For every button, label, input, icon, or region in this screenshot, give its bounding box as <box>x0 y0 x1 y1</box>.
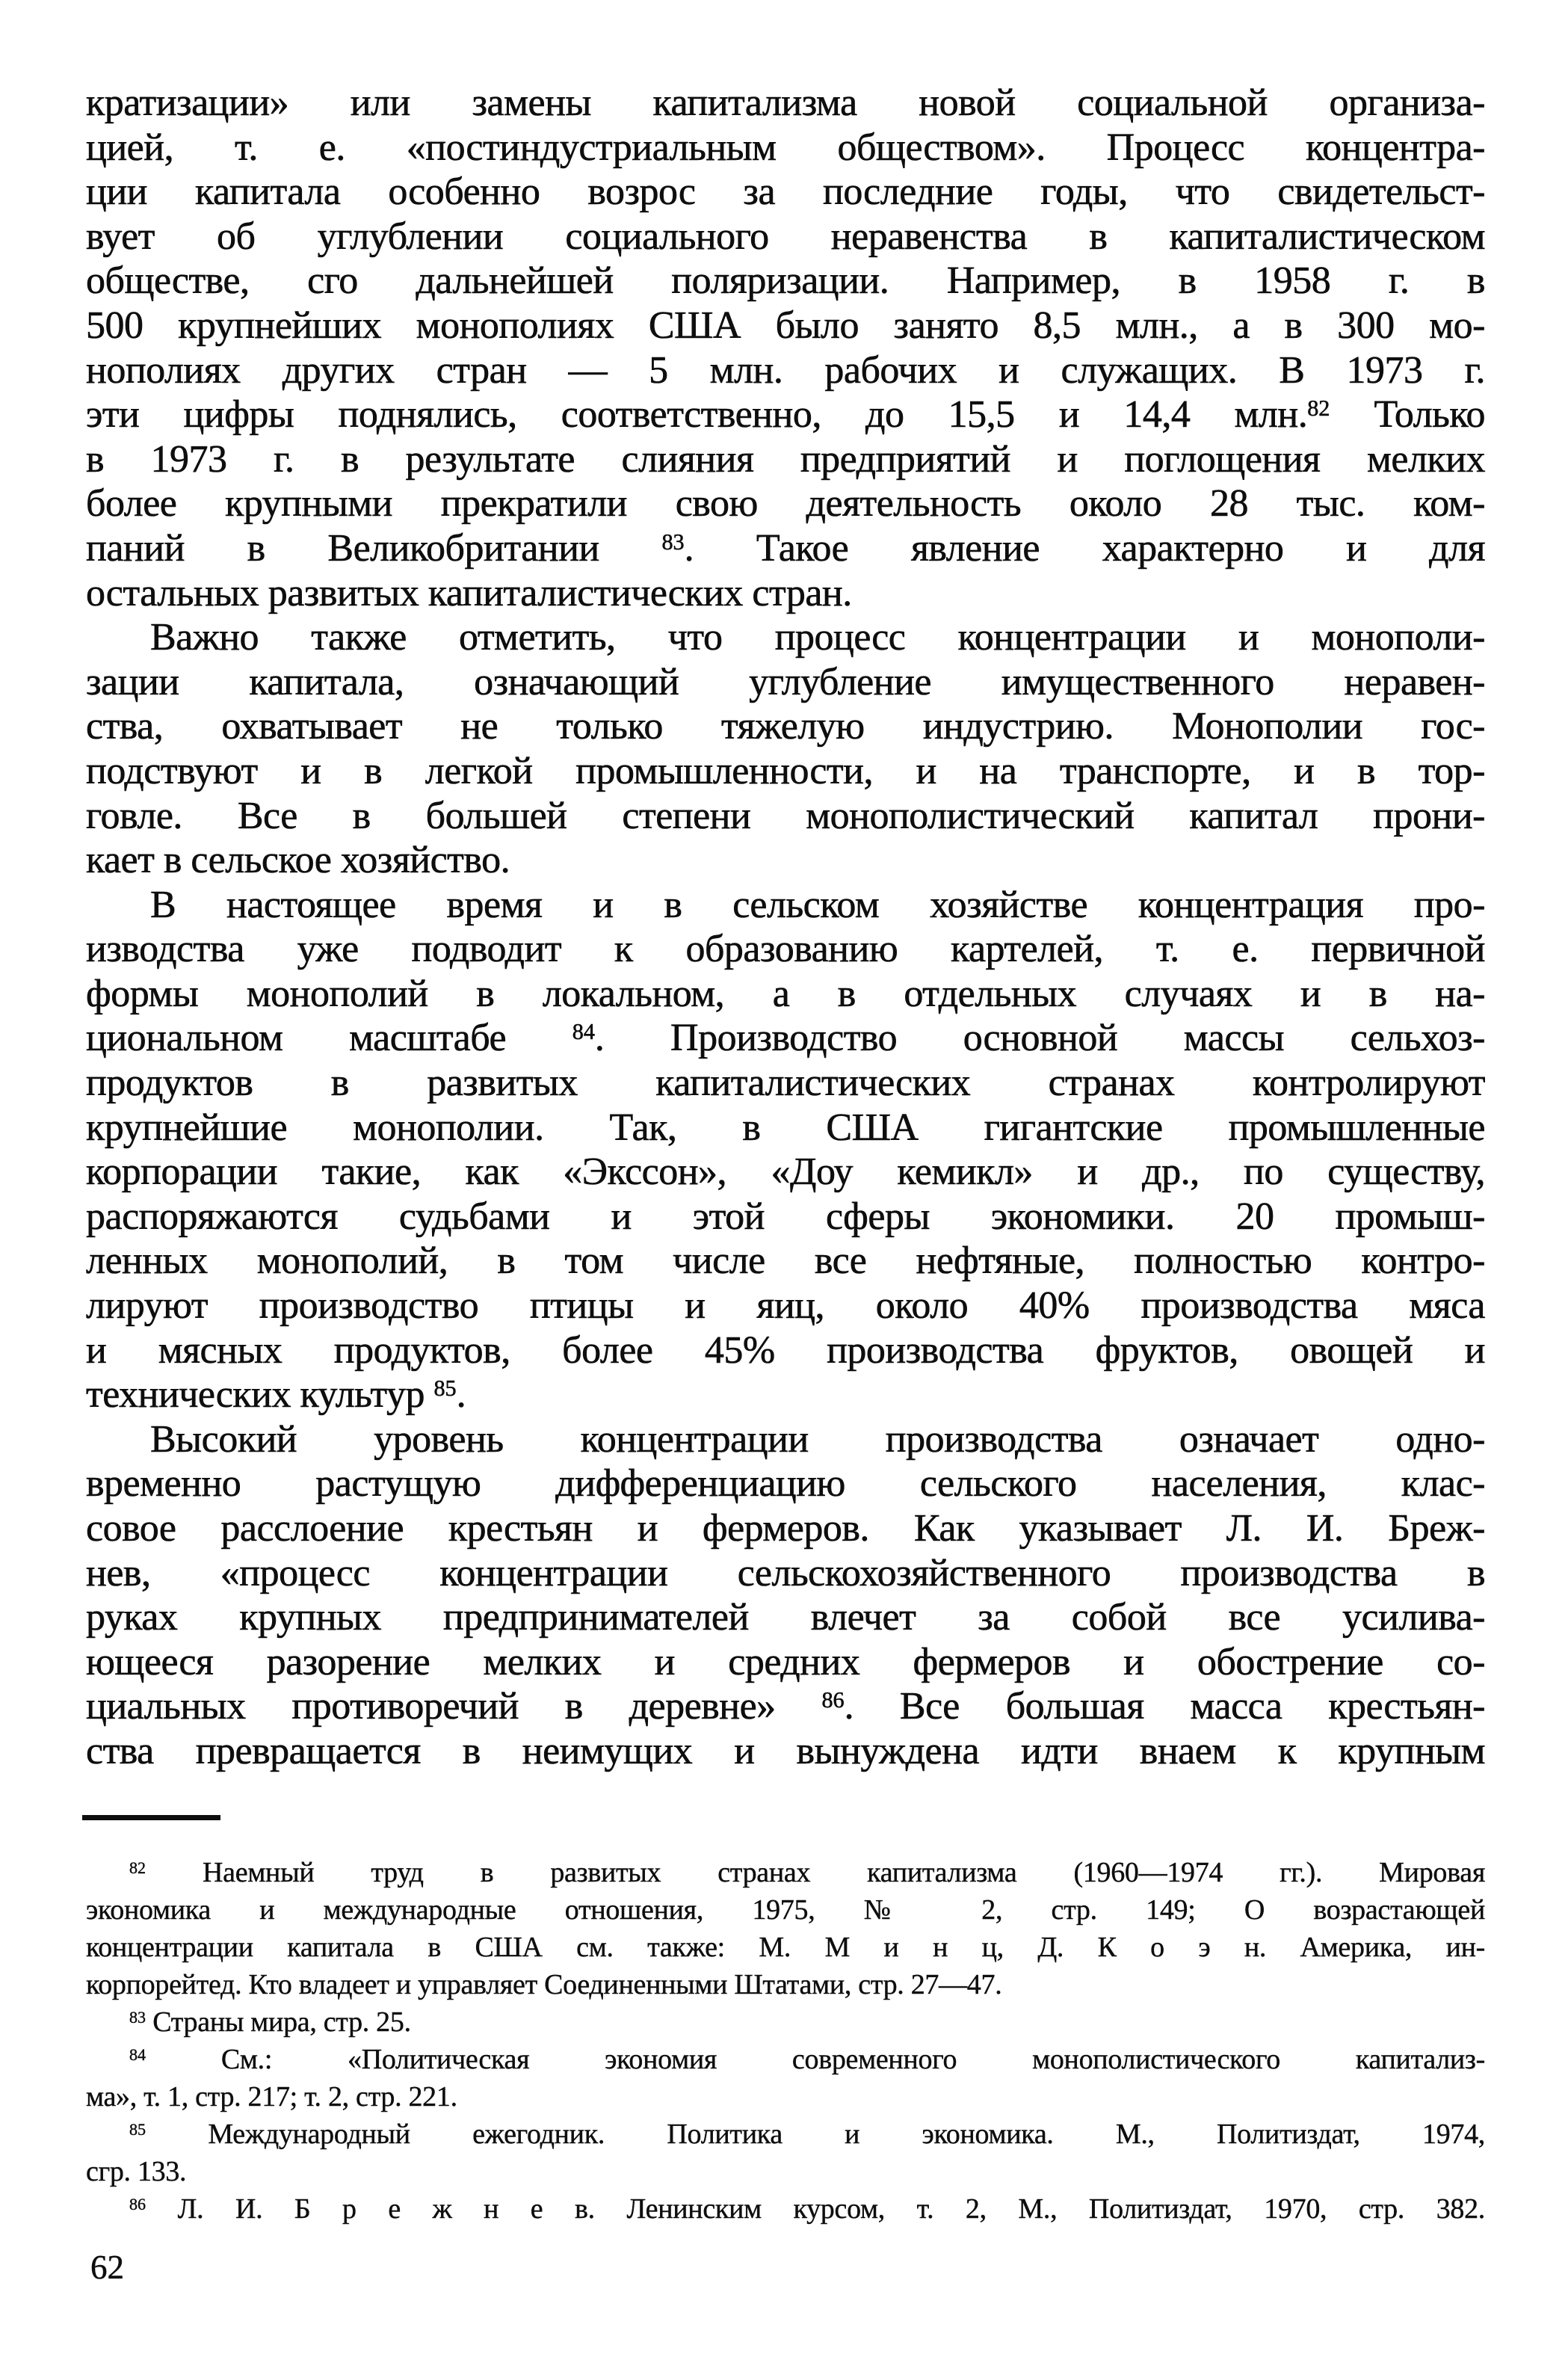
text-run: цией, т. е. «постиндустриальным обществом». Процесс концентра- <box>86 126 1485 169</box>
text-line <box>86 1239 1485 1284</box>
footnote-line <box>86 2190 1485 2228</box>
footnote-line <box>86 2041 1485 2078</box>
text-run: остальных развитых капиталистических стран. <box>86 571 852 614</box>
text-line <box>86 1106 1485 1150</box>
text-run: более крупными прекратили свою деятельность около 28 тыс. ком- <box>86 482 1485 526</box>
text-run: технических культур <box>86 1373 434 1417</box>
footnote-line <box>86 1854 1485 1891</box>
footnote-line <box>86 1966 1485 2003</box>
footnote-marker: 84 <box>129 2045 146 2064</box>
text-line <box>86 1684 1485 1729</box>
text-line <box>86 883 1485 928</box>
footnote-marker: 84 <box>572 1019 595 1045</box>
footnote-marker: 85 <box>433 1375 457 1402</box>
text-run: кратизации» или замены капитализма новой социальной организа- <box>86 81 1485 124</box>
text-run: Только <box>1330 393 1485 437</box>
page-number: 62 <box>90 2249 124 2286</box>
text-run: ленных монополий, в том числе все нефтяные, полностью контро- <box>86 1239 1485 1283</box>
text-run: Л. И. Б р е ж н е в. Ленинским курсом, т. 2, М., Политиздат, 1970, стр. 382. <box>146 2193 1485 2225</box>
footnote-marker: 85 <box>129 2119 146 2139</box>
text-run: ма», т. 1, стр. 217; т. 2, стр. 221. <box>86 2081 457 2113</box>
text-line <box>86 972 1485 1017</box>
footnote-marker: 83 <box>129 2007 146 2027</box>
text-run: и мясных продуктов, более 45% производства фруктов, овощей и <box>86 1328 1485 1372</box>
text-run: кает в сельское хозяйство. <box>86 839 510 882</box>
footnote-line <box>86 2116 1485 2153</box>
text-run: паний в Великобритании <box>86 526 662 570</box>
text-line <box>86 1328 1485 1373</box>
main-text-block <box>86 81 1485 1774</box>
text-line <box>86 660 1485 705</box>
text-run: эти цифры поднялись, соответственно, до 15,5 и 14,4 млн. <box>86 393 1308 437</box>
text-line <box>86 1016 1485 1061</box>
text-run: корпорейтед. Кто владеет и управляет Соединенными Штатами, стр. 27—47. <box>86 1969 1002 2000</box>
text-run: совое расслоение крестьян и фермеров. Как указывает Л. И. Бреж- <box>86 1507 1485 1550</box>
text-line <box>86 1150 1485 1195</box>
footnote-marker: 86 <box>129 2194 146 2213</box>
text-line <box>86 1595 1485 1640</box>
text-run: нополиях других стран — 5 млн. рабочих и служащих. В 1973 г. <box>86 348 1485 392</box>
text-line <box>86 1729 1485 1774</box>
text-line <box>86 1195 1485 1239</box>
text-line <box>86 704 1485 749</box>
footnote-marker: 82 <box>1307 395 1330 422</box>
text-run: нев, «процесс концентрации сельскохозяйственного производства в <box>86 1551 1485 1595</box>
text-line <box>86 259 1485 304</box>
text-run: изводства уже подводит к образованию картелей, т. е. первичной <box>86 928 1485 971</box>
text-run: в 1973 г. в результате слияния предприятий и поглощения мелких <box>86 437 1485 481</box>
text-line <box>86 126 1485 170</box>
text-line <box>86 615 1485 660</box>
text-run: крупнейшие монополии. Так, в США гигантские промышленные <box>86 1106 1485 1149</box>
footnote-line <box>86 1929 1485 1966</box>
text-run: корпорации такие, как «Экссон», «Доу кемикл» и др., по существу, <box>86 1150 1485 1194</box>
text-line <box>86 392 1485 437</box>
text-line <box>86 1061 1485 1106</box>
text-run: обществе, сго дальнейшей поляризации. Например, в 1958 г. в <box>86 259 1485 303</box>
text-line <box>86 838 1485 883</box>
text-line <box>86 81 1485 126</box>
footnote-marker: 86 <box>821 1687 845 1713</box>
text-line <box>86 1461 1485 1506</box>
text-line <box>86 927 1485 972</box>
text-line <box>86 437 1485 482</box>
text-run: См.: «Политическая экономия современного монополистического капитализ- <box>146 2044 1485 2075</box>
footnote-separator <box>82 1815 220 1820</box>
text-run: говле. Все в большей степени монополистический капитал прони- <box>86 794 1485 837</box>
text-line <box>86 749 1485 794</box>
text-line <box>86 481 1485 526</box>
text-run: ства, охватывает не только тяжелую индустрию. Монополии гос- <box>86 705 1485 748</box>
text-run: подствуют и в легкой промышленности, и на транспорте, и в тор- <box>86 749 1485 792</box>
text-run: ства превращается в неимущих и вынуждена идти внаем к крупным <box>86 1729 1485 1772</box>
footnote-line <box>86 2153 1485 2190</box>
text-line <box>86 348 1485 393</box>
footnote-marker: 83 <box>661 529 685 555</box>
text-run: ющееся разорение мелких и средних фермеров и обострение со- <box>86 1640 1485 1683</box>
text-line <box>86 1506 1485 1551</box>
text-line <box>86 1640 1485 1685</box>
text-line <box>86 526 1485 571</box>
text-run: 500 крупнейших монополиях США было занято 8,5 млн., а в 300 мо- <box>86 304 1485 347</box>
text-run: зации капитала, означающий углубление имущественного неравен- <box>86 660 1485 703</box>
text-run: . <box>456 1373 466 1417</box>
text-run: циональном масштабе <box>86 1017 572 1060</box>
text-line <box>86 1417 1485 1462</box>
text-line <box>86 215 1485 259</box>
text-run: . Производство основной массы сельхоз- <box>594 1017 1485 1060</box>
text-run: . Все большая масса крестьян- <box>844 1685 1485 1728</box>
text-run: сгр. 133. <box>86 2156 187 2187</box>
text-run: продуктов в развитых капиталистических странах контролируют <box>86 1062 1485 1105</box>
text-run: Наемный труд в развитых странах капитализма (1960—1974 гг.). Мировая <box>146 1857 1485 1888</box>
text-run: руках крупных предпринимателей влечет за собой все усилива- <box>86 1596 1485 1639</box>
text-run: лируют производство птицы и яиц, около 40% производства мяса <box>86 1284 1485 1328</box>
text-run: ции капитала особенно возрос за последние годы, что свидетельст- <box>86 170 1485 214</box>
text-line <box>86 571 1485 616</box>
footnote-marker: 82 <box>129 1858 146 1877</box>
text-run: Международный ежегодник. Политика и экономика. М., Политиздат, 1974, <box>146 2119 1485 2150</box>
text-run: В настоящее время и в сельском хозяйстве концентрация про- <box>150 883 1485 926</box>
text-run: . Такое явление характерно и для <box>684 526 1485 570</box>
footnote-line <box>86 2078 1485 2116</box>
text-run: формы монополий в локальном, а в отдельных случаях и в на- <box>86 972 1485 1015</box>
footnotes-block <box>86 1854 1485 2228</box>
text-line <box>86 304 1485 348</box>
footnote-line <box>86 2003 1485 2041</box>
text-line <box>86 1372 1485 1417</box>
text-line <box>86 170 1485 215</box>
text-run: концентрации капитала в США см. также: М. М и н ц, Д. К о э н. Америка, ин- <box>86 1932 1485 1963</box>
text-run: временно растущую дифференциацию сельского населения, клас- <box>86 1462 1485 1506</box>
text-run: распоряжаются судьбами и этой сферы экономики. 20 промыш- <box>86 1195 1485 1238</box>
text-run: циальных противоречий в деревне» <box>86 1685 822 1728</box>
text-run: экономика и международные отношения, 1975, № 2, стр. 149; О возрастающей <box>86 1894 1485 1926</box>
footnote-line <box>86 1891 1485 1929</box>
text-line <box>86 794 1485 839</box>
text-run: Страны мира, стр. 25. <box>146 2006 411 2038</box>
text-run: Высокий уровень концентрации производства означает одно- <box>150 1417 1485 1461</box>
text-line <box>86 1284 1485 1328</box>
text-run: Важно также отметить, что процесс концентрации и монополи- <box>150 616 1485 659</box>
text-run: вует об углублении социального неравенства в капиталистическом <box>86 215 1485 258</box>
text-line <box>86 1551 1485 1596</box>
